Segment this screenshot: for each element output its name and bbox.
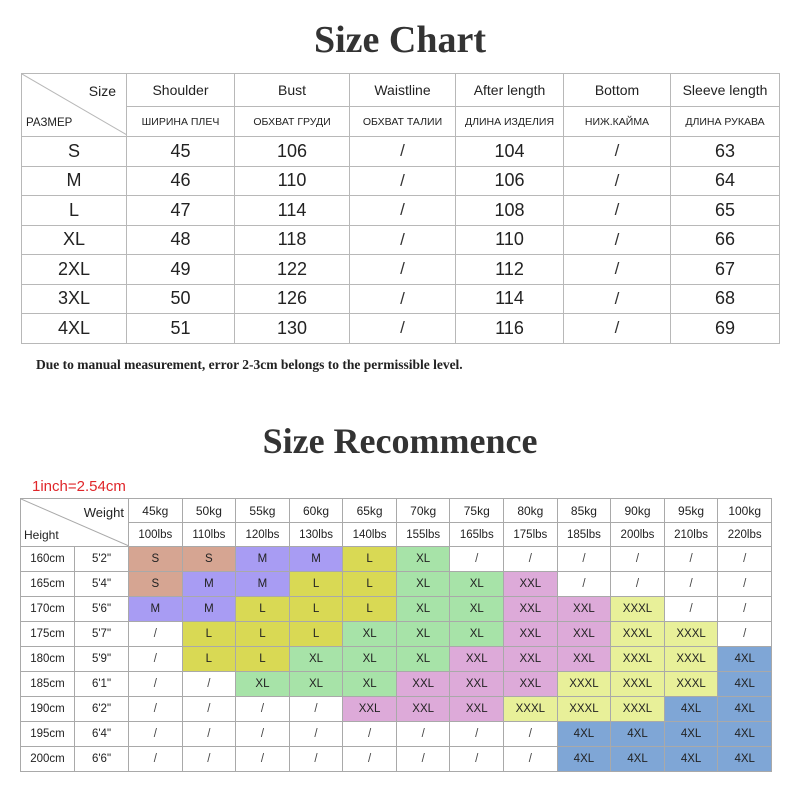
recommended-size-cell: 4XL: [718, 747, 772, 772]
recommended-size-cell: XL: [450, 572, 504, 597]
recommended-size-cell: XXL: [504, 597, 558, 622]
header-ru-shoulder: ШИРИНА ПЛЕЧ: [127, 107, 235, 137]
height-cm-cell: 185cm: [21, 672, 75, 697]
recommended-size-cell: XXL: [450, 697, 504, 722]
recommended-size-cell: /: [504, 747, 558, 772]
size-recommend-table: [20, 498, 772, 772]
height-cm-cell: 165cm: [21, 572, 75, 597]
corner-razmer-label: РАЗМЕР: [26, 117, 73, 129]
size-row: [22, 314, 780, 344]
weight-lbs-header: 200lbs: [611, 523, 665, 547]
weight-lbs-header: 130lbs: [289, 523, 343, 547]
weight-kg-header: 45kg: [129, 499, 183, 523]
measurement-cell: 112: [456, 255, 564, 285]
recommended-size-cell: XL: [450, 622, 504, 647]
recommend-corner-cell: [21, 499, 129, 547]
recommended-size-cell: L: [236, 597, 290, 622]
measurement-cell: /: [564, 166, 671, 196]
header-ru-waist: ОБХВАТ ТАЛИИ: [350, 107, 456, 137]
corner-height-label: Height: [24, 528, 59, 542]
weight-kg-header: 85kg: [557, 499, 611, 523]
recommended-size-cell: /: [718, 622, 772, 647]
header-sleeve-length: Sleeve length: [671, 74, 780, 107]
weight-lbs-header: 120lbs: [236, 523, 290, 547]
recommended-size-cell: /: [182, 672, 236, 697]
measurement-cell: /: [350, 225, 456, 255]
recommended-size-cell: M: [289, 547, 343, 572]
recommended-size-cell: XL: [450, 597, 504, 622]
recommended-size-cell: /: [611, 572, 665, 597]
measurement-cell: /: [350, 314, 456, 344]
recommended-size-cell: L: [236, 622, 290, 647]
height-inch-cell: 6'1": [75, 672, 129, 697]
height-cm-cell: 160cm: [21, 547, 75, 572]
measurement-cell: 47: [127, 196, 235, 226]
measurement-cell: 106: [456, 166, 564, 196]
recommended-size-cell: 4XL: [718, 672, 772, 697]
size-row: [22, 166, 780, 196]
measurement-cell: 65: [671, 196, 780, 226]
height-inch-cell: 5'7": [75, 622, 129, 647]
recommended-size-cell: 4XL: [718, 647, 772, 672]
weight-lbs-header: 110lbs: [182, 523, 236, 547]
measurement-cell: 49: [127, 255, 235, 285]
recommended-size-cell: /: [343, 722, 397, 747]
measurement-cell: 48: [127, 225, 235, 255]
recommended-size-cell: XXL: [450, 672, 504, 697]
weight-lbs-header: 100lbs: [129, 523, 183, 547]
recommended-size-cell: /: [450, 722, 504, 747]
recommended-size-cell: 4XL: [664, 697, 718, 722]
recommended-size-cell: /: [289, 747, 343, 772]
recommended-size-cell: S: [182, 547, 236, 572]
measurement-cell: 126: [235, 284, 350, 314]
recommended-size-cell: /: [557, 572, 611, 597]
recommended-size-cell: XXL: [557, 622, 611, 647]
height-inch-cell: 6'4": [75, 722, 129, 747]
height-row: [21, 747, 772, 772]
recommended-size-cell: XXXL: [504, 697, 558, 722]
measurement-cell: /: [564, 196, 671, 226]
header-ru-bottom: НИЖ.КАЙМА: [564, 107, 671, 137]
recommended-size-cell: XL: [396, 622, 450, 647]
recommended-size-cell: /: [129, 622, 183, 647]
recommended-size-cell: /: [129, 647, 183, 672]
weight-kg-header: 55kg: [236, 499, 290, 523]
recommended-size-cell: XXXL: [611, 622, 665, 647]
height-cm-cell: 180cm: [21, 647, 75, 672]
inch-conversion-note: 1inch=2.54cm: [32, 478, 126, 495]
weight-kg-row: [21, 499, 772, 523]
recommended-size-cell: XL: [289, 672, 343, 697]
height-inch-cell: 5'9": [75, 647, 129, 672]
recommended-size-cell: XXXL: [611, 672, 665, 697]
measurement-cell: /: [350, 137, 456, 167]
measurement-cell: /: [564, 284, 671, 314]
recommended-size-cell: XXL: [557, 647, 611, 672]
recommended-size-cell: M: [236, 572, 290, 597]
recommended-size-cell: XL: [396, 597, 450, 622]
height-inch-cell: 5'2": [75, 547, 129, 572]
size-chart-title: Size Chart: [313, 19, 487, 61]
recommended-size-cell: /: [182, 697, 236, 722]
size-label-cell: 2XL: [22, 255, 127, 285]
recommended-size-cell: XL: [396, 547, 450, 572]
recommended-size-cell: /: [718, 572, 772, 597]
height-cm-cell: 195cm: [21, 722, 75, 747]
measurement-cell: 46: [127, 166, 235, 196]
measurement-cell: 69: [671, 314, 780, 344]
size-row: [22, 284, 780, 314]
height-inch-cell: 5'4": [75, 572, 129, 597]
recommended-size-cell: L: [343, 572, 397, 597]
height-inch-cell: 6'6": [75, 747, 129, 772]
size-row: [22, 225, 780, 255]
weight-kg-header: 80kg: [504, 499, 558, 523]
recommended-size-cell: /: [129, 672, 183, 697]
recommended-size-cell: /: [129, 747, 183, 772]
recommended-size-cell: /: [396, 747, 450, 772]
size-chart-corner-cell: [22, 74, 127, 137]
weight-lbs-row: [21, 523, 772, 547]
recommended-size-cell: L: [289, 622, 343, 647]
measurement-cell: 45: [127, 137, 235, 167]
weight-kg-header: 75kg: [450, 499, 504, 523]
recommended-size-cell: XXXL: [557, 697, 611, 722]
measurement-cell: 66: [671, 225, 780, 255]
measurement-cell: 108: [456, 196, 564, 226]
measurement-cell: 130: [235, 314, 350, 344]
size-chart-table: [21, 73, 780, 344]
size-row: [22, 196, 780, 226]
recommended-size-cell: /: [450, 547, 504, 572]
recommended-size-cell: /: [236, 697, 290, 722]
height-cm-cell: 175cm: [21, 622, 75, 647]
size-label-cell: 3XL: [22, 284, 127, 314]
recommended-size-cell: XXL: [504, 647, 558, 672]
measurement-cell: /: [564, 137, 671, 167]
recommended-size-cell: XXL: [504, 572, 558, 597]
recommended-size-cell: L: [343, 597, 397, 622]
recommended-size-cell: M: [236, 547, 290, 572]
recommended-size-cell: XXL: [557, 597, 611, 622]
height-row: [21, 697, 772, 722]
recommended-size-cell: /: [343, 747, 397, 772]
measurement-cell: /: [350, 166, 456, 196]
height-row: [21, 622, 772, 647]
recommended-size-cell: M: [129, 597, 183, 622]
recommended-size-cell: XXXL: [664, 622, 718, 647]
recommended-size-cell: 4XL: [718, 697, 772, 722]
recommended-size-cell: 4XL: [664, 747, 718, 772]
height-inch-cell: 5'6": [75, 597, 129, 622]
recommended-size-cell: XXL: [504, 622, 558, 647]
measurement-cell: /: [350, 196, 456, 226]
recommended-size-cell: XXL: [396, 697, 450, 722]
recommended-size-cell: S: [129, 572, 183, 597]
height-row: [21, 547, 772, 572]
height-inch-cell: 6'2": [75, 697, 129, 722]
height-row: [21, 672, 772, 697]
header-ru-sleeve: ДЛИНА РУКАВА: [671, 107, 780, 137]
measurement-cell: 51: [127, 314, 235, 344]
measurement-cell: /: [564, 225, 671, 255]
recommended-size-cell: XL: [396, 647, 450, 672]
recommended-size-cell: L: [182, 647, 236, 672]
recommended-size-cell: XL: [343, 647, 397, 672]
recommended-size-cell: M: [182, 572, 236, 597]
recommended-size-cell: /: [289, 722, 343, 747]
measurement-cell: 67: [671, 255, 780, 285]
recommended-size-cell: /: [504, 547, 558, 572]
header-shoulder: Shoulder: [127, 74, 235, 107]
corner-size-label: Size: [88, 83, 116, 99]
measurement-cell: 114: [235, 196, 350, 226]
recommended-size-cell: /: [236, 722, 290, 747]
weight-kg-header: 100kg: [718, 499, 772, 523]
recommended-size-cell: XXXL: [664, 647, 718, 672]
size-chart-header-ru-row: [22, 107, 780, 137]
recommended-size-cell: /: [289, 697, 343, 722]
height-cm-cell: 200cm: [21, 747, 75, 772]
weight-lbs-header: 155lbs: [396, 523, 450, 547]
weight-lbs-header: 185lbs: [557, 523, 611, 547]
measurement-cell: 63: [671, 137, 780, 167]
size-label-cell: 4XL: [22, 314, 127, 344]
size-row: [22, 137, 780, 167]
weight-kg-header: 95kg: [664, 499, 718, 523]
measurement-cell: 122: [235, 255, 350, 285]
weight-kg-header: 60kg: [289, 499, 343, 523]
recommended-size-cell: /: [557, 547, 611, 572]
header-bottom: Bottom: [564, 74, 671, 107]
recommended-size-cell: XXL: [343, 697, 397, 722]
recommended-size-cell: /: [664, 572, 718, 597]
recommended-size-cell: M: [182, 597, 236, 622]
recommended-size-cell: /: [129, 697, 183, 722]
measurement-cell: 110: [235, 166, 350, 196]
recommended-size-cell: /: [718, 547, 772, 572]
recommended-size-cell: XXXL: [611, 647, 665, 672]
measurement-cell: 64: [671, 166, 780, 196]
recommended-size-cell: L: [236, 647, 290, 672]
recommended-size-cell: 4XL: [611, 747, 665, 772]
recommended-size-cell: /: [129, 722, 183, 747]
recommended-size-cell: L: [289, 572, 343, 597]
weight-lbs-header: 210lbs: [664, 523, 718, 547]
weight-kg-header: 50kg: [182, 499, 236, 523]
recommended-size-cell: XXL: [396, 672, 450, 697]
recommended-size-cell: XL: [396, 572, 450, 597]
measurement-cell: 68: [671, 284, 780, 314]
measurement-cell: 104: [456, 137, 564, 167]
recommended-size-cell: XL: [343, 672, 397, 697]
recommended-size-cell: 4XL: [611, 722, 665, 747]
height-row: [21, 572, 772, 597]
measurement-cell: 50: [127, 284, 235, 314]
recommended-size-cell: XXXL: [557, 672, 611, 697]
size-chart-header-row: [22, 74, 780, 107]
recommended-size-cell: /: [504, 722, 558, 747]
weight-lbs-header: 140lbs: [343, 523, 397, 547]
measurement-cell: 116: [456, 314, 564, 344]
recommended-size-cell: XL: [343, 622, 397, 647]
recommended-size-cell: /: [450, 747, 504, 772]
size-label-cell: XL: [22, 225, 127, 255]
recommended-size-cell: XXXL: [611, 697, 665, 722]
recommended-size-cell: L: [289, 597, 343, 622]
weight-kg-header: 65kg: [343, 499, 397, 523]
weight-lbs-header: 220lbs: [718, 523, 772, 547]
recommended-size-cell: XXL: [450, 647, 504, 672]
recommended-size-cell: /: [664, 547, 718, 572]
size-label-cell: S: [22, 137, 127, 167]
header-bust: Bust: [235, 74, 350, 107]
size-recommend-title: Size Recommence: [262, 421, 538, 461]
weight-lbs-header: 175lbs: [504, 523, 558, 547]
measurement-cell: /: [564, 255, 671, 285]
recommended-size-cell: /: [182, 722, 236, 747]
corner-weight-label: Weight: [83, 505, 124, 520]
recommended-size-cell: 4XL: [718, 722, 772, 747]
size-label-cell: M: [22, 166, 127, 196]
measurement-cell: 118: [235, 225, 350, 255]
recommended-size-cell: XXXL: [664, 672, 718, 697]
height-row: [21, 647, 772, 672]
recommended-size-cell: /: [182, 747, 236, 772]
size-row: [22, 255, 780, 285]
recommended-size-cell: S: [129, 547, 183, 572]
height-cm-cell: 170cm: [21, 597, 75, 622]
height-row: [21, 722, 772, 747]
recommended-size-cell: /: [611, 547, 665, 572]
recommended-size-cell: /: [718, 597, 772, 622]
size-label-cell: L: [22, 196, 127, 226]
recommended-size-cell: L: [182, 622, 236, 647]
recommended-size-cell: XL: [236, 672, 290, 697]
recommended-size-cell: 4XL: [557, 722, 611, 747]
measurement-cell: 106: [235, 137, 350, 167]
recommended-size-cell: /: [236, 747, 290, 772]
measurement-cell: /: [350, 284, 456, 314]
recommended-size-cell: /: [664, 597, 718, 622]
height-cm-cell: 190cm: [21, 697, 75, 722]
measurement-cell: 114: [456, 284, 564, 314]
measurement-note: Due to manual measurement, error 2-3cm belongs to the permissible level.: [36, 357, 463, 372]
measurement-cell: /: [350, 255, 456, 285]
recommended-size-cell: 4XL: [664, 722, 718, 747]
recommended-size-cell: /: [396, 722, 450, 747]
measurement-cell: 110: [456, 225, 564, 255]
measurement-cell: /: [564, 314, 671, 344]
header-waistline: Waistline: [350, 74, 456, 107]
header-after-length: After length: [456, 74, 564, 107]
weight-kg-header: 90kg: [611, 499, 665, 523]
height-row: [21, 597, 772, 622]
recommended-size-cell: XXL: [504, 672, 558, 697]
header-ru-length: ДЛИНА ИЗДЕЛИЯ: [456, 107, 564, 137]
recommended-size-cell: 4XL: [557, 747, 611, 772]
recommended-size-cell: XXXL: [611, 597, 665, 622]
header-ru-bust: ОБХВАТ ГРУДИ: [235, 107, 350, 137]
recommended-size-cell: L: [343, 547, 397, 572]
weight-kg-header: 70kg: [396, 499, 450, 523]
recommended-size-cell: XL: [289, 647, 343, 672]
weight-lbs-header: 165lbs: [450, 523, 504, 547]
